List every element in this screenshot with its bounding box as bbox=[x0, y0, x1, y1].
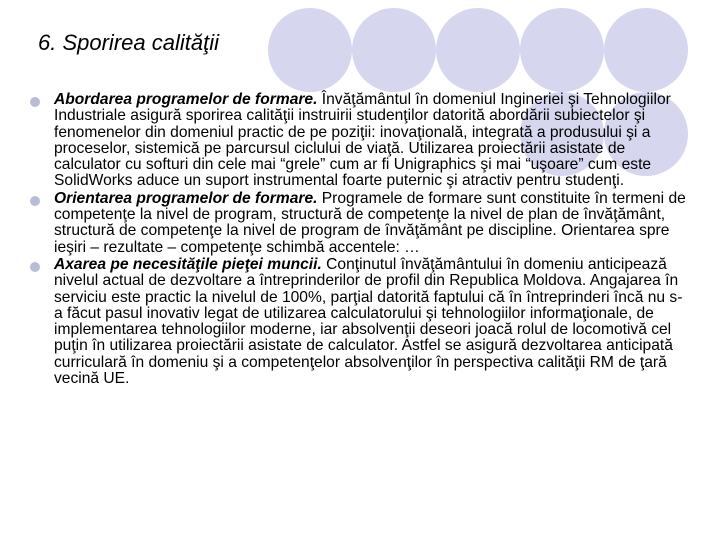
bullet-text: Învăţământul în domeniul Ingineriei şi Tehnologiilor Industriale asigură sporirea calităţii instruirii studenţilor datorită abordării subiectelor şi fenomenelor din domeniul practic de pe poziţii: inovaţională, integrată a produsului şi a proceselor, sistemică pe parcursul ciclului de viaţă. Utilizarea proiectării asistate de calculator cu softuri din cele mai “grele” cum ar fi Unigraphics şi mai “uşoare” cum este SolidWorks aduce un suport instrumental foarte puternic şi atractiv pentru studenţi. bbox=[54, 91, 671, 190]
slide-title: 6. Sporirea calităţii bbox=[38, 30, 219, 55]
decor-circle bbox=[352, 8, 436, 92]
decor-circle bbox=[436, 8, 520, 92]
bullet-item bbox=[30, 257, 690, 387]
bullet-term: Axarea pe necesităţile pieţei muncii. bbox=[54, 255, 322, 273]
slide-content bbox=[30, 92, 690, 387]
bullet-dot-icon bbox=[30, 97, 40, 107]
bullet-dot-icon bbox=[30, 196, 40, 206]
bullet-text: Conţinutul învăţământului în domeniu anticipează nivelul actual de dezvoltare a întreprinderilor de profil din Republica Moldova. Angajarea în serviciu este practic la nivelul de 100%, parţial datorită faptului că în întreprinderi încă nu s-a făcut pasul inovativ legat de utilizarea calculatorului şi tehnologiilor informaţionale, de implementarea tehnologiilor moderne, iar absolvenţii deseori joacă rolul de locomotivă cel puţin în utilizarea proiectării asistate de calculator. Astfel se asigură dezvoltarea anticipată curriculară în domeniu şi a competenţelor absolvenţilor în perspectiva calităţii RM de ţară vecină UE. bbox=[54, 255, 683, 388]
decor-circle bbox=[604, 8, 688, 92]
bullet-term: Abordarea programelor de formare. bbox=[54, 91, 318, 108]
decor-circle bbox=[268, 8, 352, 92]
bullet-item bbox=[30, 92, 690, 190]
bullet-dot-icon bbox=[30, 262, 40, 272]
bullet-term: Orientarea programelor de formare. bbox=[54, 189, 318, 207]
decor-circle bbox=[520, 8, 604, 92]
bullet-text: Programele de formare sunt constituite în termeni de competenţe la nivel de program, structură de competenţe la nivel de plan de învăţământ, structură de competenţe la nivel de program de învăţământ pe discipline. Orientarea spre ieşiri – rezultate – competenţe schimbă accentele: … bbox=[54, 189, 686, 256]
bullet-item bbox=[30, 191, 690, 256]
